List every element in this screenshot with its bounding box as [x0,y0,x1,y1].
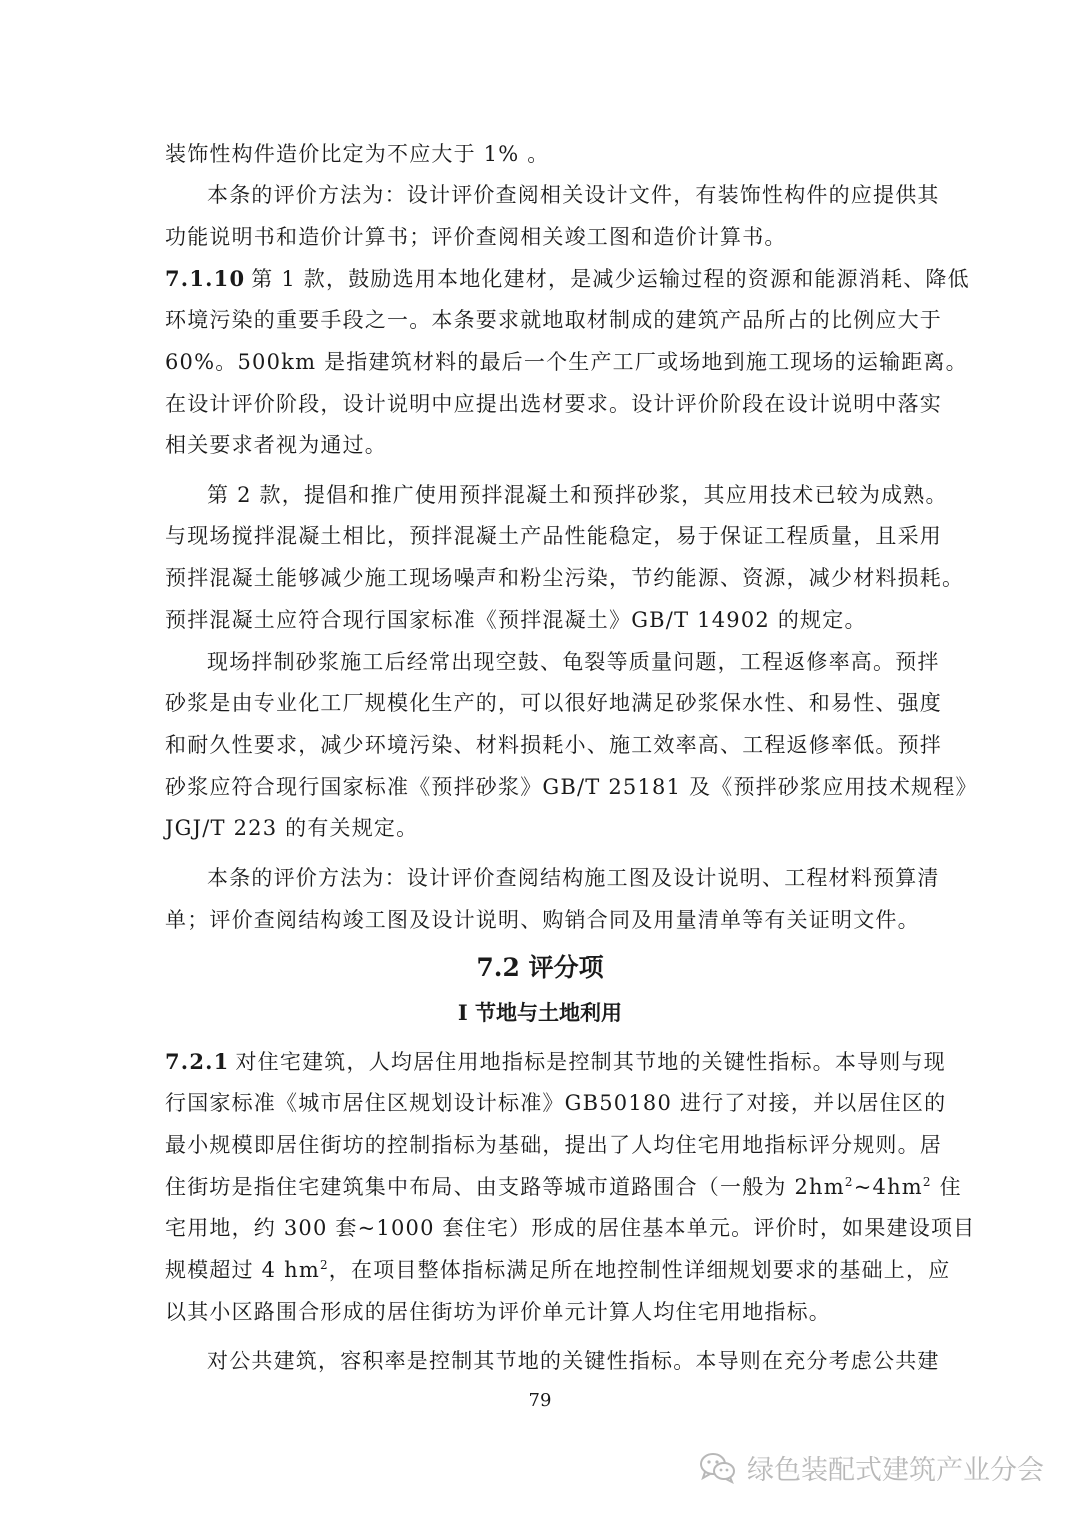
subsection-heading: I 节地与土地利用 [457,1000,623,1025]
clause-7-1-10-line [165,265,970,293]
text-line: 单；评价查阅结构竣工图及设计说明、购销合同及用量清单等有关证明文件。 [165,908,920,932]
text-line: 预拌混凝土能够减少施工现场噪声和粉尘污染，节约能源、资源，减少材料损耗。 [165,566,965,590]
text-line: 对公共建筑，容积率是控制其节地的关键性指标。本导则在充分考虑公共建 [207,1349,940,1373]
watermark [699,1448,1044,1487]
text-line: 宅用地，约 300 套~1000 套住宅）形成的居住基本单元。评价时，如果建设项目 [165,1216,976,1240]
text-span: ，在项目整体指标满足所在地控制性详细规划要求的基础上，应 [328,1258,951,1282]
text-line: 本条的评价方法为：设计评价查阅结构施工图及设计说明、工程材料预算清 [207,866,940,890]
superscript: 2 [844,1175,854,1189]
text-line [165,1173,962,1201]
text-line: 装饰性构件造价比定为不应大于 1% 。 [165,142,550,166]
text-line: 第 2 款，提倡和推广使用预拌混凝土和预拌砂浆，其应用技术已较为成熟。 [207,483,948,507]
text-line: 与现场搅拌混凝土相比，预拌混凝土产品性能稳定，易于保证工程质量，且采用 [165,524,942,548]
text-span: 对住宅建筑，人均居住用地指标是控制其节地的关键性指标。本导则与现 [235,1050,946,1074]
text-line: 砂浆应符合现行国家标准《预拌砂浆》GB/T 25181 及《预拌砂浆应用技术规程》 [165,775,978,799]
superscript: 2 [922,1175,932,1189]
text-line: 本条的评价方法为：设计评价查阅相关设计文件，有装饰性构件的应提供其 [207,183,940,207]
text-line: 以其小区路围合形成的居住街坊为评价单元计算人均住宅用地指标。 [165,1300,831,1324]
text-line: 行国家标准《城市居住区规划设计标准》GB50180 进行了对接，并以居住区的 [165,1091,947,1115]
text-span: 住 [931,1175,962,1199]
text-span: 第 1 款，鼓励选用本地化建材，是减少运输过程的资源和能源消耗、降低 [251,267,970,291]
watermark-text: 绿色装配式建筑产业分会 [747,1455,1044,1486]
text-line: 砂浆是由专业化工厂规模化生产的，可以很好地满足砂浆保水性、和易性、强度 [165,691,942,715]
page-number: 79 [528,1390,552,1411]
text-span: 住街坊是指住宅建筑集中布局、由支路等城市道路围合（一般为 2hm [165,1175,845,1199]
text-line: JGJ/T 223 的有关规定。 [165,816,419,840]
clause-number: 7.2.1 [165,1049,230,1074]
wechat-icon [699,1452,737,1484]
text-line [165,1256,951,1284]
clause-7-2-1-line [165,1048,946,1076]
text-line: 相关要求者视为通过。 [165,433,387,457]
text-line: 最小规模即居住街坊的控制指标为基础，提出了人均住宅用地指标评分规则。居 [165,1133,942,1157]
text-line: 环境污染的重要手段之一。本条要求就地取材制成的建筑产品所占的比例应大于 [165,308,942,332]
text-span: ~4hm [853,1175,923,1199]
text-span: 规模超过 4 hm [165,1258,320,1282]
text-line: 现场拌制砂浆施工后经常出现空鼓、龟裂等质量问题，工程返修率高。预拌 [207,650,940,674]
superscript: 2 [319,1258,329,1272]
text-line: 功能说明书和造价计算书；评价查阅相关竣工图和造价计算书。 [165,225,787,249]
section-heading: 7.2 评分项 [476,953,604,982]
text-line: 和耐久性要求，减少环境污染、材料损耗小、施工效率高、工程返修率低。预拌 [165,733,942,757]
text-line: 在设计评价阶段，设计说明中应提出选材要求。设计评价阶段在设计说明中落实 [165,392,942,416]
clause-number: 7.1.10 [165,266,246,291]
text-line: 60%。500km 是指建筑材料的最后一个生产工厂或场地到施工现场的运输距离。 [165,350,968,374]
text-line: 预拌混凝土应符合现行国家标准《预拌混凝土》GB/T 14902 的规定。 [165,608,867,632]
